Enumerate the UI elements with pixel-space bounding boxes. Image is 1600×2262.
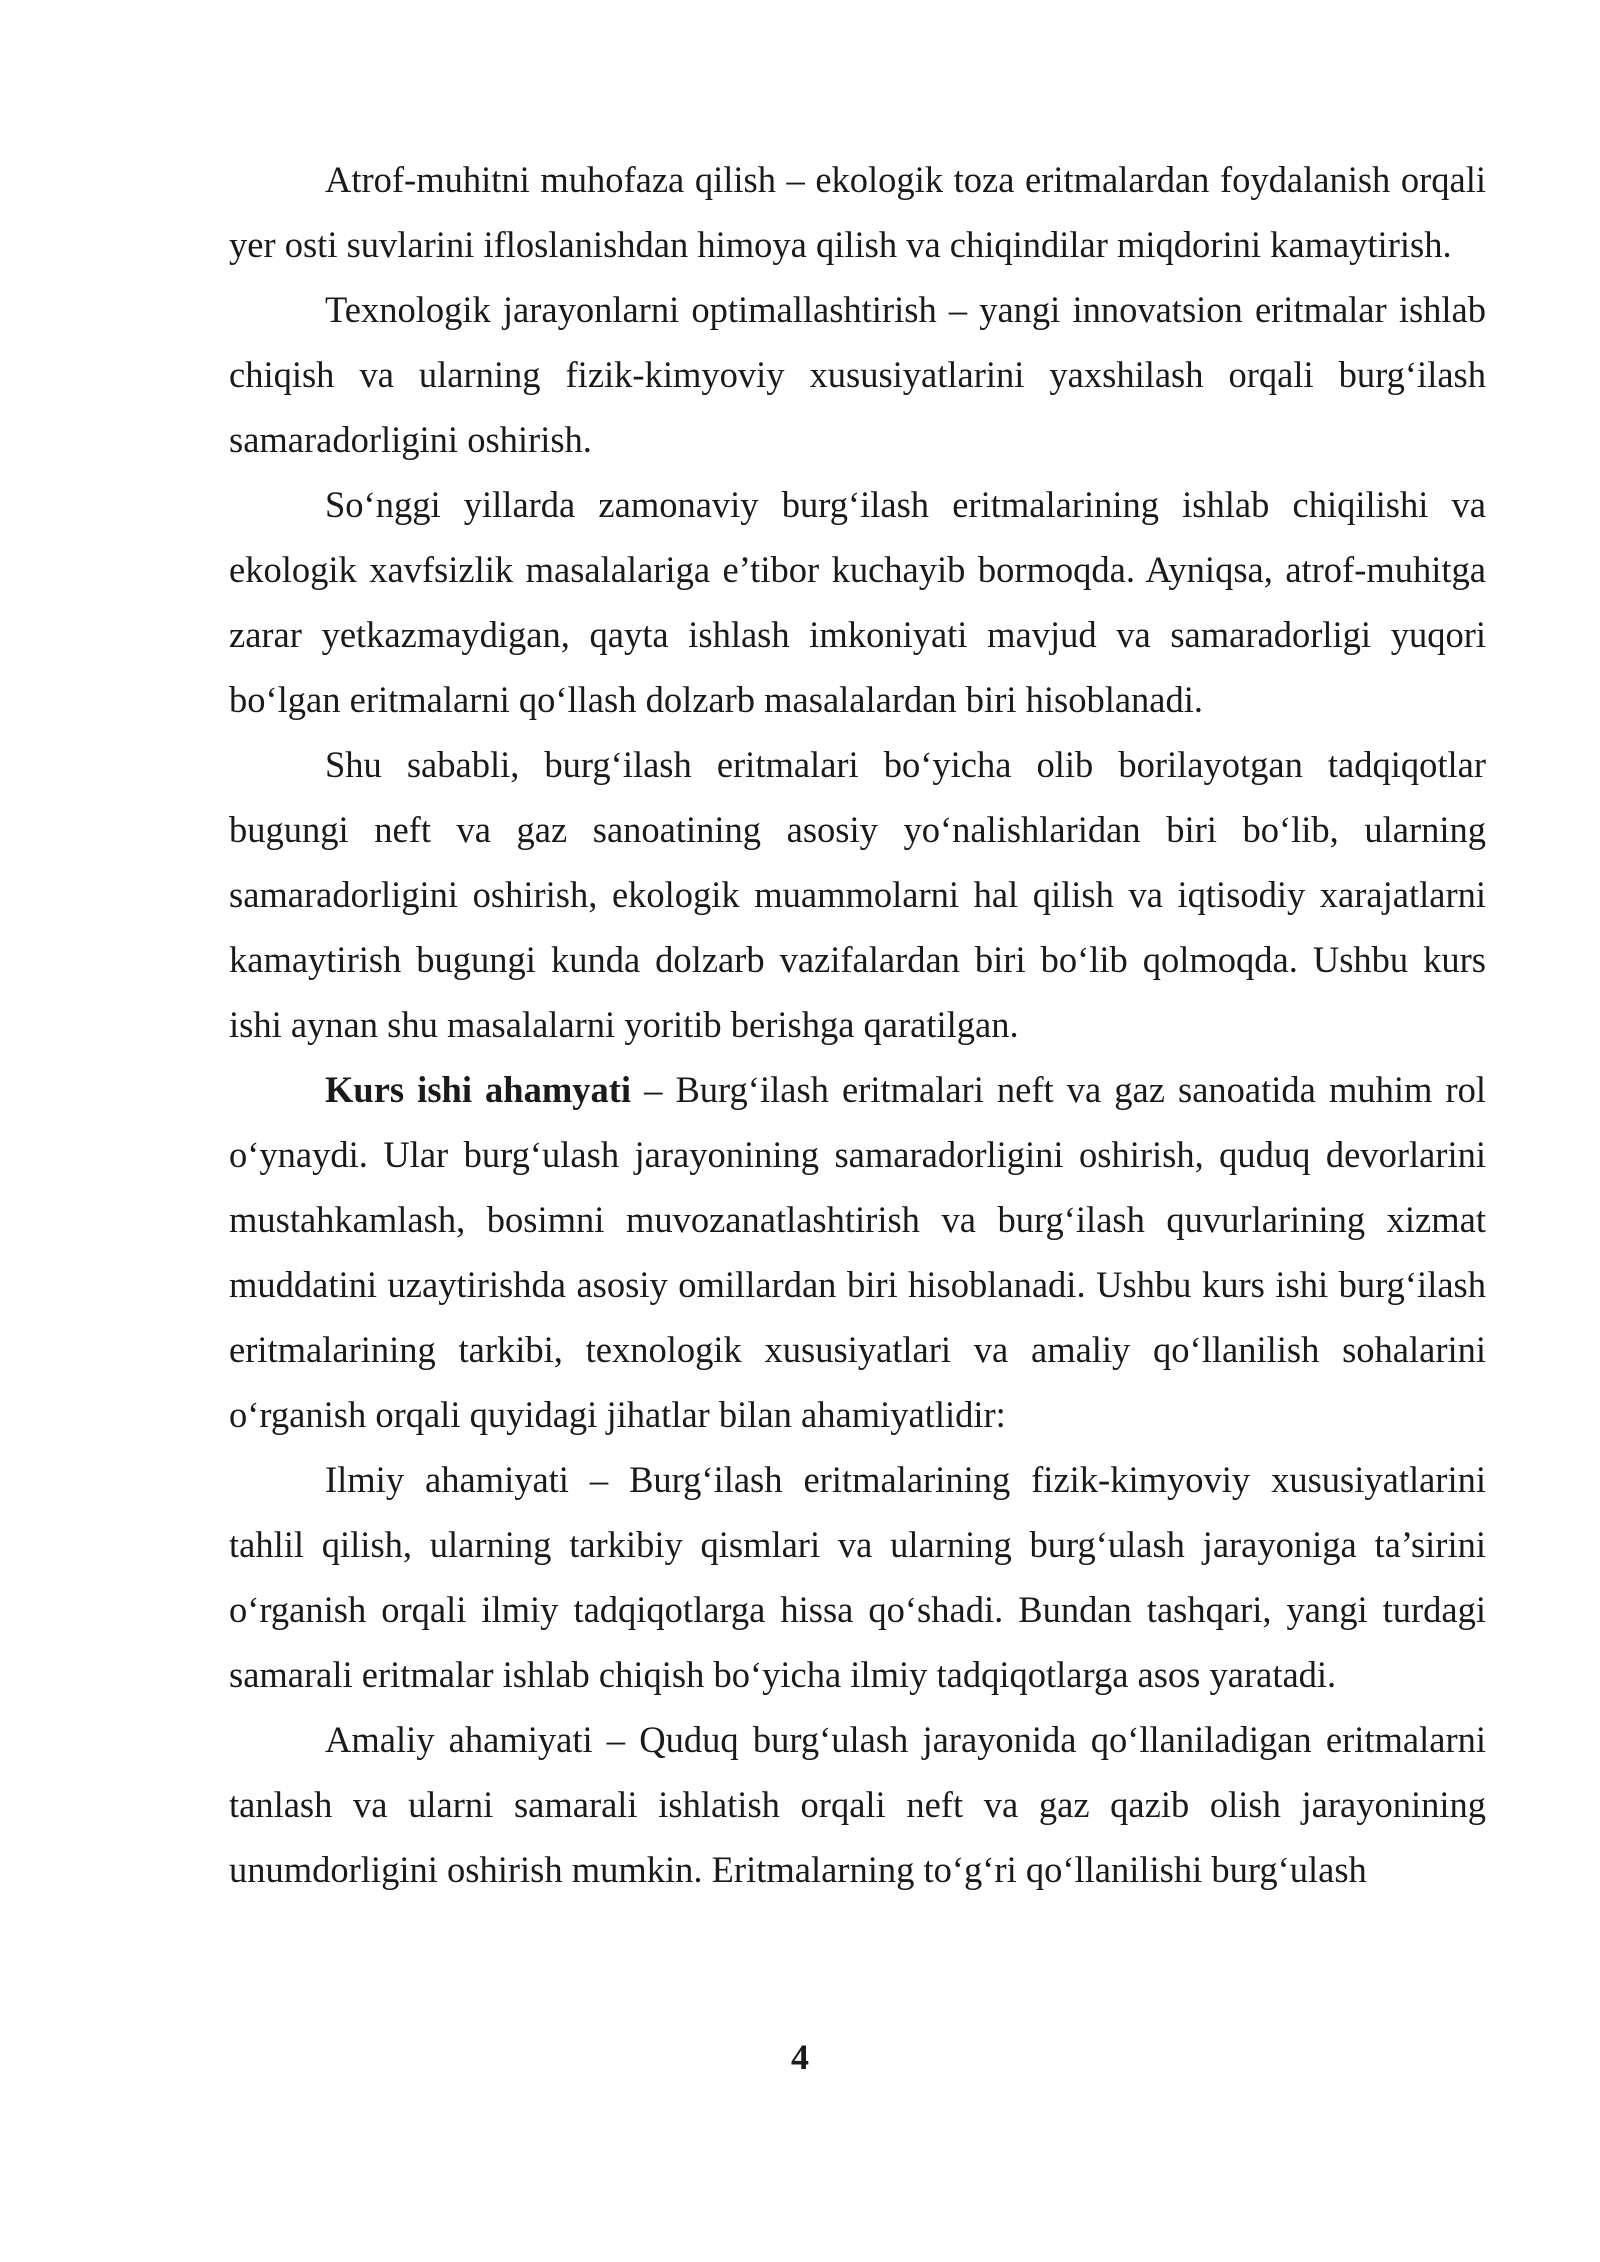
paragraph-text: Atrof-muhitni muhofaza qilish – ekologik toza eritmalardan foydalanish orqali yer osti suvlarini ifloslanishdan himoya qilish va chiqindilar miqdorini kamaytirish. [229,159,1486,265]
paragraph-text: Amaliy ahamiyati – Quduq burg‘ulash jarayonida qo‘llaniladigan eritmalarni tanlash va ularni samarali ishlatish orqali neft va gaz qazib olish jarayonining unumdorligini oshirish mumkin. Eritmalarning to‘g‘ri qo‘llanilishi burg‘ulash [229,1719,1486,1890]
paragraph-text: Shu sababli, burg‘ilash eritmalari bo‘yicha olib borilayotgan tadqiqotlar bugungi neft va gaz sanoatining asosiy yo‘nalishlaridan biri bo‘lib, ularning samaradorligini oshirish, ekologik muammolarni hal qilish va iqtisodiy xarajatlarni kamaytirish bugungi kunda dolzarb vazifalardan biri bo‘lib qolmoqda. Ushbu kurs ishi aynan shu masalalarni yoritib berishga qaratilgan. [229,744,1486,1045]
paragraph-process-optimization [229,277,1486,472]
paragraph-environmental-protection [229,147,1486,277]
paragraph-bold-lead: Kurs ishi ahamyati [325,1069,632,1110]
paragraph-scientific-significance [229,1447,1486,1707]
paragraph-practical-significance [229,1707,1486,1902]
paragraph-course-significance [229,1057,1486,1447]
document-body [229,147,1486,1902]
paragraph-research-relevance [229,732,1486,1057]
paragraph-recent-years [229,472,1486,732]
paragraph-text: – Burg‘ilash eritmalari neft va gaz sanoatida muhim rol o‘ynaydi. Ular burg‘ulash jarayonining samaradorligini oshirish, quduq devorlarini mustahkamlash, bosimni muvozanatlashtirish va burg‘ilash quvurlarining xizmat muddatini uzaytirishda asosiy omillardan biri hisoblanadi. Ushbu kurs ishi burg‘ilash eritmalarining tarkibi, texnologik xususiyatlari va amaliy qo‘llanilish sohalarini o‘rganish orqali quyidagi jihatlar bilan ahamiyatlidir: [229,1069,1486,1435]
paragraph-text: Ilmiy ahamiyati – Burg‘ilash eritmalarining fizik-kimyoviy xususiyatlarini tahlil qilish, ularning tarkibiy qismlari va ularning burg‘ulash jarayoniga ta’sirini o‘rganish orqali ilmiy tadqiqotlarga hissa qo‘shadi. Bundan tashqari, yangi turdagi samarali eritmalar ishlab chiqish bo‘yicha ilmiy tadqiqotlarga asos yaratadi. [229,1459,1486,1695]
paragraph-text: So‘nggi yillarda zamonaviy burg‘ilash eritmalarining ishlab chiqilishi va ekologik xavfsizlik masalalariga e’tibor kuchayib bormoqda. Ayniqsa, atrof-muhitga zarar yetkazmaydigan, qayta ishlash imkoniyati mavjud va samaradorligi yuqori bo‘lgan eritmalarni qo‘llash dolzarb masalalardan biri hisoblanadi. [229,484,1486,720]
paragraph-text: Texnologik jarayonlarni optimallashtirish – yangi innovatsion eritmalar ishlab chiqish va ularning fizik-kimyoviy xususiyatlarini yaxshilash orqali burg‘ilash samaradorligini oshirish. [229,289,1486,460]
page-number: 4 [791,2037,809,2077]
